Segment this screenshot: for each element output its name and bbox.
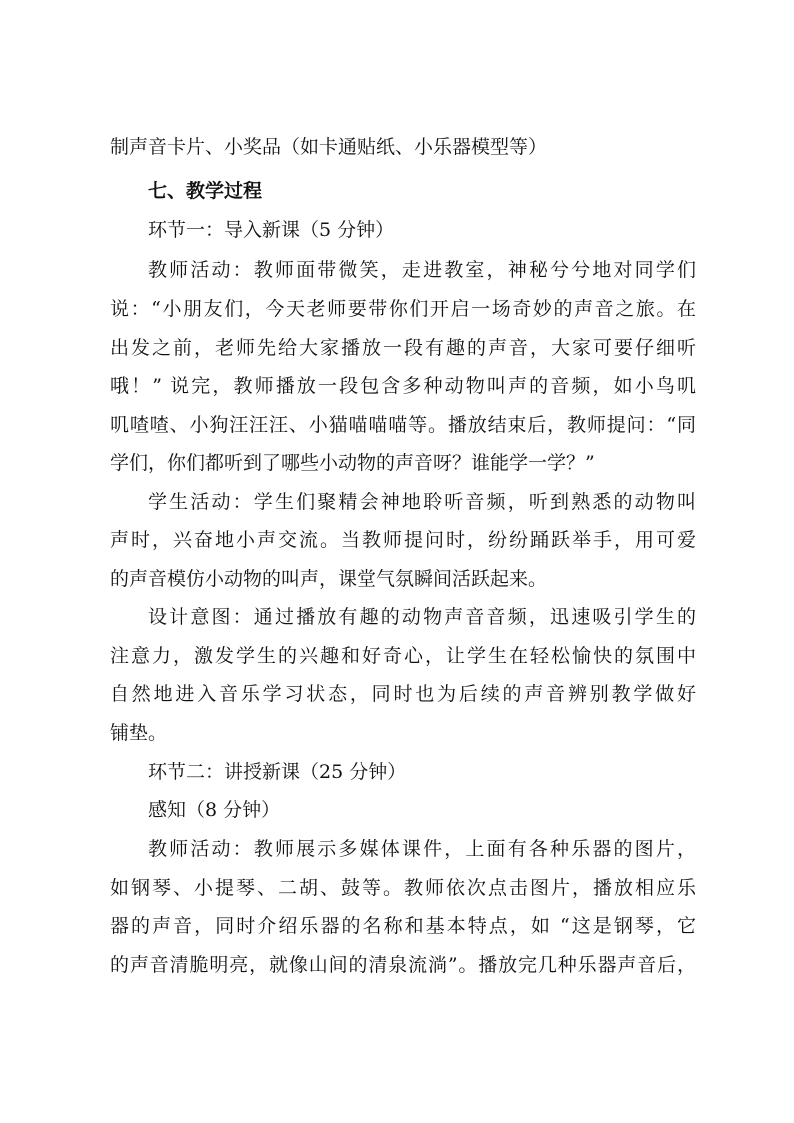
paragraph-line: 出发之前，老师先给大家播放一段有趣的声音，大家可要仔细听 <box>110 337 696 359</box>
paragraph-line: 学们，你们都听到了哪些小动物的声音呀？谁能学一学？” <box>110 452 595 474</box>
paragraph-line: 教师活动：教师面带微笑，走进教室，神秘兮兮地对同学们 <box>148 259 696 281</box>
paragraph-line: 哦！” 说完，教师播放一段包含多种动物叫声的音频，如小鸟叽 <box>110 375 696 397</box>
paragraph-line: 声时，兴奋地小声交流。当教师提问时，纷纷踊跃举手，用可爱 <box>110 529 696 551</box>
paragraph-line: 铺垫。 <box>110 722 168 744</box>
paragraph-line: 的声音模仿小动物的叫声，课堂气氛瞬间活跃起来。 <box>110 568 548 590</box>
paragraph-line: 器的声音，同时介绍乐器的名称和基本特点，如 “这是钢琴，它 <box>110 915 696 937</box>
paragraph-line: 学生活动：学生们聚精会神地聆听音频，听到熟悉的动物叫 <box>148 491 696 513</box>
paragraph-line: 叽喳喳、小狗汪汪汪、小猫喵喵喵等。播放结束后，教师提问：“同 <box>110 414 696 436</box>
paragraph-line: 设计意图：通过播放有趣的动物声音音频，迅速吸引学生的 <box>148 606 696 628</box>
section-heading-teaching-process: 七、教学过程 <box>148 180 263 202</box>
paragraph-line: 自然地进入音乐学习状态，同时也为后续的声音辨别教学做好 <box>110 683 696 705</box>
paragraph-line: 注意力，激发学生的兴趣和好奇心，让学生在轻松愉快的氛围中 <box>110 645 696 667</box>
step-two-title: 环节二：讲授新课（25 分钟） <box>148 761 407 783</box>
subsection-title-perception: 感知（8 分钟） <box>148 799 281 821</box>
paragraph-line: 说：“小朋友们，今天老师要带你们开启一场奇妙的声音之旅。在 <box>110 298 696 320</box>
paragraph-line: 的声音清脆明亮，就像山间的清泉流淌”。播放完几种乐器声音后， <box>110 954 696 976</box>
step-one-title: 环节一：导入新课（5 分钟） <box>148 219 395 241</box>
text-line-materials: 制声音卡片、小奖品（如卡通贴纸、小乐器模型等） <box>110 136 548 158</box>
paragraph-line: 教师活动：教师展示多媒体课件，上面有各种乐器的图片， <box>148 838 696 860</box>
paragraph-line: 如钢琴、小提琴、二胡、鼓等。教师依次点击图片，播放相应乐 <box>110 877 696 899</box>
